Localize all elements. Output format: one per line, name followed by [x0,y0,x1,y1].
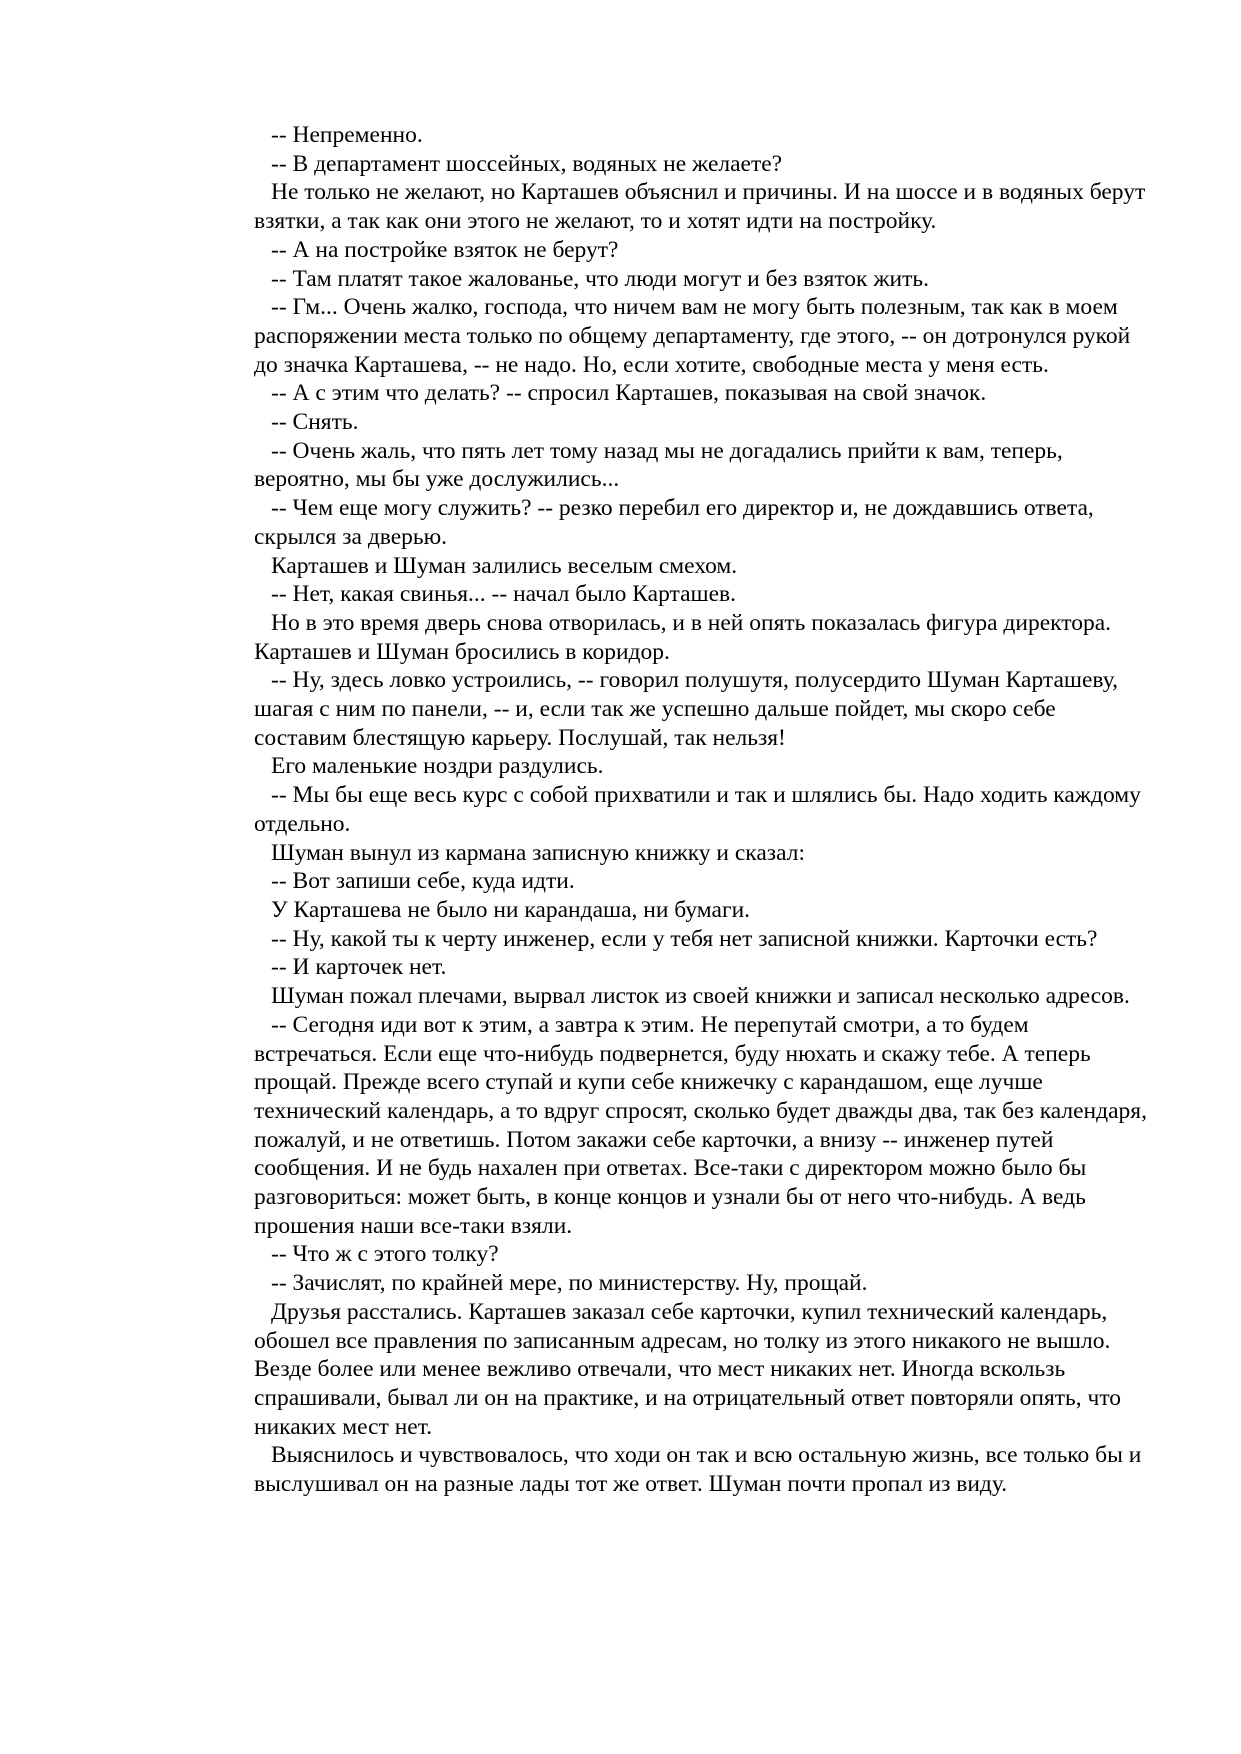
paragraph: -- Очень жаль, что пять лет тому назад мы не догадались прийти к вам, теперь, вероятно, мы бы уже дослужились... [254,437,1063,493]
paragraph: У Карташева не было ни карандаша, ни бумаги. [271,896,751,923]
paragraph: Друзья расстались. Карташев заказал себе карточки, купил технический календарь, обошел все правления по записанным адресам, но толку из этого никакого не вышло. Везде более или менее вежливо отвечали, что мест никаких нет. Иногда вскользь спрашивали, бывал ли он на практике, и на отрицательный ответ повторяли опять, что никаких мест нет. [254,1298,1122,1440]
paragraph: -- Нет, какая свинья... -- начал было Карташев. [271,581,737,608]
paragraph: Его маленькие ноздри раздулись. [271,753,604,780]
paragraph: -- Мы бы еще весь курс с собой прихватили и так и шлялись бы. Надо ходить каждому отдельно. [254,782,1141,837]
paragraph: Не только не желают, но Карташев объяснил и причины. И на шоссе и в водяных берут взятки, а так как они этого не желают, то и хотят идти на постройку. [254,179,1146,235]
paragraph: -- А с этим что делать? -- спросил Карташев, показывая на свой значок. [271,380,987,407]
paragraph: -- В департамент шоссейных, водяных не желаете? [271,150,783,177]
paragraph: -- Снять. [271,409,359,436]
paragraph: -- Ну, здесь ловко устроились, -- говорил полушутя, полусердито Шуман Карташеву, шагая с ним по панели, -- и, если так же успешно дальше пойдет, мы скоро себе составим блестящую карьеру. Послушай, так нельзя! [254,667,1118,751]
paragraph: Выяснилось и чувствовалось, что ходи он так и всю остальную жизнь, все только бы и выслушивал он на разные лады тот же ответ. Шуман почти пропал из виду. [254,1442,1142,1498]
paragraph: -- И карточек нет. [271,954,447,981]
paragraph: -- Вот запиши себе, куда идти. [271,868,575,895]
paragraph: -- Зачислят, по крайней мере, по министерству. Ну, прощай. [271,1270,868,1297]
paragraph: -- Чем еще могу служить? -- резко перебил его директор и, не дождавшись ответа, скрылся за дверью. [254,495,1094,550]
paragraph: Карташев и Шуман залились веселым смехом. [271,552,738,579]
document-body [254,121,1154,1499]
paragraph: Шуман вынул из кармана записную книжку и сказал: [271,839,805,866]
paragraph: Шуман пожал плечами, вырвал листок из своей книжки и записал несколько адресов. [271,983,1130,1010]
paragraph: -- Что ж с этого толку? [271,1241,499,1268]
paragraph: Но в это время дверь снова отворилась, и в ней опять показалась фигура директора. Карташев и Шуман бросились в коридор. [254,609,1112,665]
paragraph: -- Ну, какой ты к черту инженер, если у тебя нет записной книжки. Карточки есть? [271,925,1098,952]
paragraph: -- Сегодня иди вот к этим, а завтра к этим. Не перепутай смотри, а то будем встречаться. Если еще что-нибудь подвернется, буду нюхать и скажу тебе. А теперь прощай. Прежде всего ступай и купи себе книжечку с карандашом, еще лучше технический календарь, а то вдруг спросят, сколько будет дважды два, так без календаря, пожалуй, и не ответишь. Потом закажи себе карточки, а внизу -- инженер путей сообщения. И не будь нахален при ответах. Все-таки с директором можно было бы разговориться: может быть, в конце концов и узнали бы от него что-нибудь. А ведь прошения наши все-таки взяли. [254,1011,1147,1239]
paragraph: -- Там платят такое жалованье, что люди могут и без взяток жить. [271,265,929,292]
paragraph: -- Гм... Очень жалко, господа, что ничем вам не могу быть полезным, так как в моем распоряжении места только по общему департаменту, где этого, -- он дотронулся рукой до значка Карташева, -- не надо. Но, если хотите, свободные места у меня есть. [254,294,1131,378]
paragraph: -- А на постройке взяток не берут? [271,236,619,263]
paragraph: -- Непременно. [271,122,423,148]
